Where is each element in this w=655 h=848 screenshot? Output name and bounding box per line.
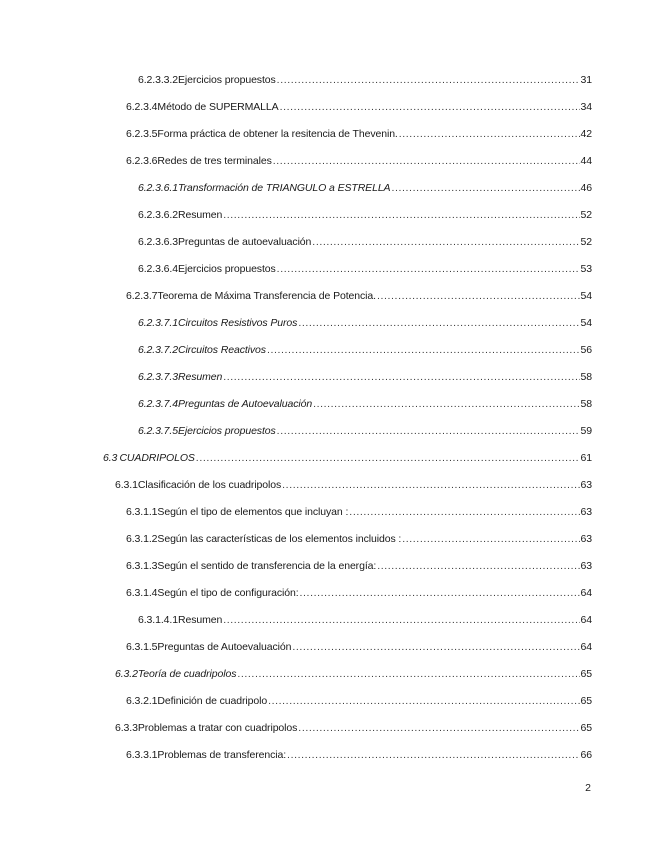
toc-entry-page: 52 [580,209,592,221]
toc-entry-page: 63 [580,479,592,491]
toc-entry-page: 61 [580,452,592,464]
dot-leader [223,614,579,626]
toc-entry-page: 46 [580,182,592,194]
dot-leader [313,398,579,410]
toc-entry-title: Preguntas de Autoevaluación [177,398,313,410]
toc-entry-title: Según el tipo de elementos que incluyan : [157,506,349,518]
toc-entry-number: 6.3.1.1 [126,506,158,518]
toc-entry-number: 6.2.3.7 [126,290,158,302]
toc-entry-page: 31 [580,74,592,86]
dot-leader [277,425,580,437]
toc-entry-title: Según las características de los elementos incluidos : [157,533,402,545]
toc-entry-title: Ejercicios propuestos [177,263,276,275]
dot-leader [196,452,580,464]
toc-entry[interactable] [126,641,592,657]
toc-entry[interactable] [126,695,592,711]
toc-entry-page: 65 [580,668,592,680]
toc-entry-number: 6.3.3.1 [126,749,158,761]
toc-entry[interactable] [138,236,592,252]
toc-entry-number: 6.3.2 [115,668,138,680]
toc-entry-number: 6.2.3.6.2 [138,209,178,221]
toc-entry-title: Método de SUPERMALLA [157,101,279,113]
toc-entry[interactable] [138,614,592,630]
toc-entry-page: 64 [580,614,592,626]
toc-entry-number: 6.2.3.7.2 [138,344,178,356]
toc-entry-number: 6.3.3 [115,722,138,734]
toc-entry-page: 59 [580,425,592,437]
toc-entry-number: 6.2.3.7.3 [138,371,178,383]
toc-entry-number: 6.2.3.4 [126,101,158,113]
toc-entry[interactable] [126,101,592,117]
dot-leader [268,695,579,707]
toc-entry-number: 6.3.1.4 [126,587,158,599]
dot-leader [280,101,580,113]
toc-entry-title: Resumen [177,371,223,383]
toc-entry-title: Definición de cuadripolo [157,695,268,707]
toc-entry-title: Resumen [177,614,223,626]
toc-entry-number: 6.3.2.1 [126,695,158,707]
toc-entry[interactable] [126,506,592,522]
toc-entry-title: Transformación de TRIANGULO a ESTRELLA [177,182,391,194]
toc-entry-number: 6.2.3.6.1 [138,182,178,194]
toc-entry-number: 6.3.1.2 [126,533,158,545]
toc-entry-page: 58 [580,371,592,383]
toc-entry-title: Teoría de cuadripolos [137,668,237,680]
toc-entry[interactable] [115,479,592,495]
dot-leader [223,209,579,221]
toc-entry[interactable] [115,668,592,684]
toc-entry[interactable] [138,74,592,90]
dot-leader [237,668,579,680]
toc-entry-number: 6.3.1.3 [126,560,158,572]
dot-leader [298,722,579,734]
dot-leader [282,479,579,491]
toc-entry-number: 6.2.3.6.3 [138,236,178,248]
dot-leader [377,560,579,572]
toc-entry[interactable] [126,128,592,144]
dot-leader [277,263,580,275]
toc-entry-title: Problemas a tratar con cuadripolos [137,722,298,734]
toc-entry-title: CUADRIPOLOS [119,452,195,464]
toc-entry[interactable] [138,317,592,333]
dot-leader [402,533,579,545]
toc-entry-title: Preguntas de autoevaluación [177,236,312,248]
toc-entry[interactable] [126,560,592,576]
toc-entry-page: 65 [580,722,592,734]
toc-entry-title: Problemas de transferencia: [157,749,287,761]
toc-entry-title: Forma práctica de obtener la resitencia de Thevenin. [157,128,398,140]
toc-entry[interactable] [103,452,592,468]
toc-entry-page: 63 [580,506,592,518]
toc-entry-title: Ejercicios propuestos [177,74,276,86]
toc-entry-number: 6.3.1.5 [126,641,158,653]
toc-entry[interactable] [126,290,592,306]
dot-leader [292,641,579,653]
dot-leader [312,236,579,248]
dot-leader [391,182,579,194]
toc-entry-title: Circuitos Resistivos Puros [177,317,298,329]
toc-entry-number: 6.3.1.4.1 [138,614,178,626]
toc-entry-page: 64 [580,587,592,599]
toc-entry-page: 56 [580,344,592,356]
dot-leader [377,290,580,302]
toc-entry-number: 6.2.3.6 [126,155,158,167]
toc-entry[interactable] [138,209,592,225]
toc-entry-title: Ejercicios propuestos [177,425,276,437]
toc-entry-title: Clasificación de los cuadripolos [137,479,282,491]
dot-leader [267,344,580,356]
toc-entry[interactable] [126,155,592,171]
dot-leader [349,506,579,518]
toc-entry[interactable] [138,182,592,198]
toc-entry[interactable] [138,263,592,279]
toc-entry-number: 6.2.3.7.5 [138,425,178,437]
dot-leader [273,155,580,167]
toc-entry-page: 63 [580,560,592,572]
toc-entry[interactable] [138,425,592,441]
toc-entry-number: 6.3 [103,452,118,464]
toc-entry-title: Resumen [177,209,223,221]
page-number: 2 [585,782,591,794]
dot-leader [287,749,579,761]
toc-entry-page: 54 [580,317,592,329]
dot-leader [277,74,580,86]
toc-entry-title: Redes de tres terminales [157,155,272,167]
toc-entry-number: 6.2.3.7.1 [138,317,178,329]
toc-entry-title: Circuitos Reactivos [177,344,266,356]
toc-entry[interactable] [126,749,592,765]
toc-entry-title: Según el sentido de transferencia de la energía: [157,560,377,572]
toc-entry[interactable] [138,344,592,360]
toc-entry-page: 44 [580,155,592,167]
toc-entry[interactable] [115,722,592,738]
toc-entry-number: 6.3.1 [115,479,138,491]
toc-entry[interactable] [126,587,592,603]
toc-entry-title: Teorema de Máxima Transferencia de Potencia. [157,290,376,302]
toc-entry-page: 64 [580,641,592,653]
toc-entry[interactable] [138,371,592,387]
toc-entry-page: 53 [580,263,592,275]
toc-entry-page: 34 [580,101,592,113]
dot-leader [300,587,580,599]
toc-entry-number: 6.2.3.7.4 [138,398,178,410]
toc-entry-page: 66 [580,749,592,761]
dot-leader [223,371,579,383]
toc-entry-title: Según el tipo de configuración: [157,587,299,599]
toc-entry-title: Preguntas de Autoevaluación [157,641,292,653]
toc-entry[interactable] [138,398,592,414]
dot-leader [399,128,580,140]
toc-entry-number: 6.2.3.3.2 [138,74,178,86]
toc-entry-page: 52 [580,236,592,248]
toc-entry-page: 54 [580,290,592,302]
toc-entry-number: 6.2.3.5 [126,128,158,140]
toc-entry-number: 6.2.3.6.4 [138,263,178,275]
toc-entry-page: 58 [580,398,592,410]
toc-entry-page: 42 [580,128,592,140]
dot-leader [298,317,579,329]
toc-entry-page: 63 [580,533,592,545]
toc-entry[interactable] [126,533,592,549]
toc-entry-page: 65 [580,695,592,707]
